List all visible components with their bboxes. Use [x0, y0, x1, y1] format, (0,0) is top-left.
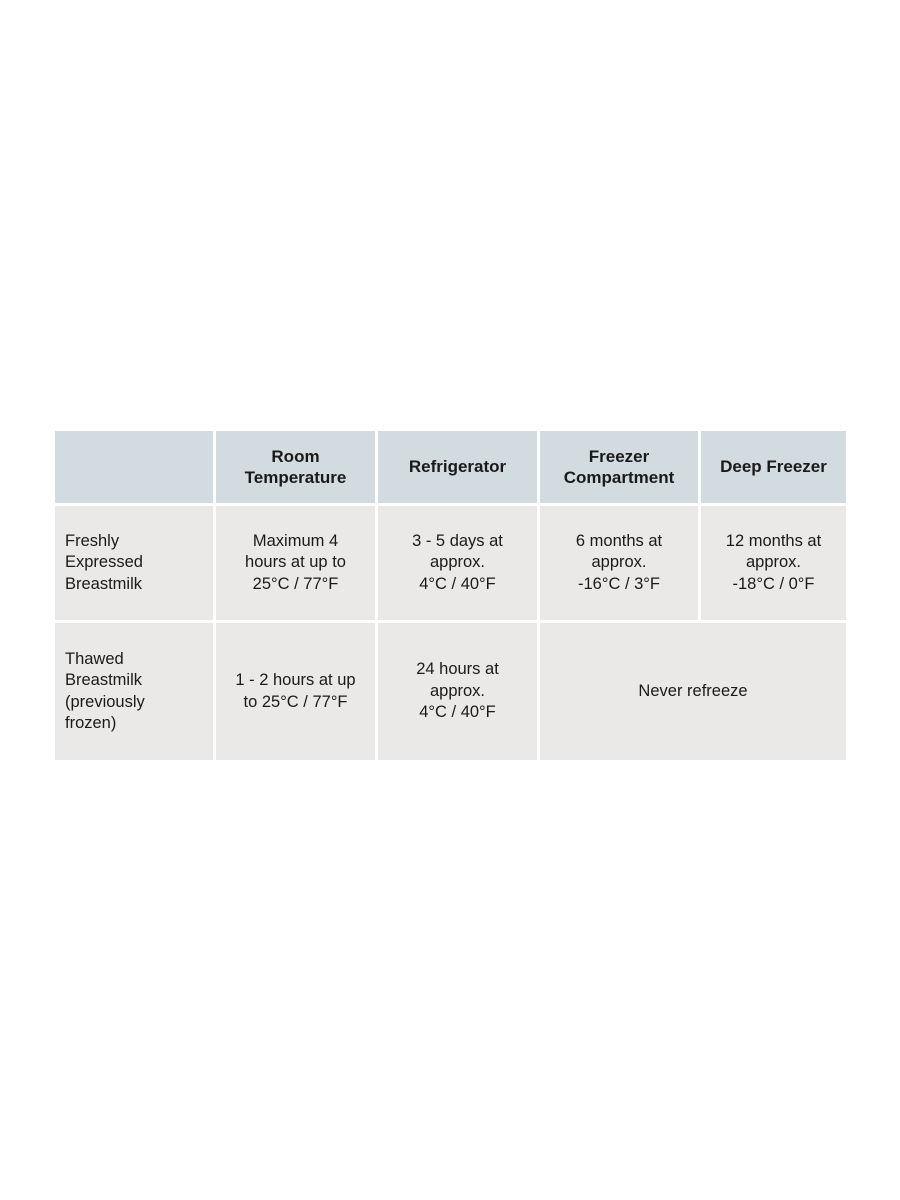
header-empty-corner	[54, 430, 215, 505]
cell-fresh-refrigerator: 3 - 5 days at approx. 4°C / 40°F	[377, 505, 539, 622]
header-refrigerator: Refrigerator	[377, 430, 539, 505]
cell-fresh-room-temperature: Maximum 4 hours at up to 25°C / 77°F	[215, 505, 377, 622]
table-row-thawed	[54, 622, 848, 762]
cell-thawed-freezers-merged: Never refreeze	[539, 622, 848, 762]
breastmilk-storage-table	[52, 428, 849, 763]
row-label-thawed: Thawed Breastmilk (previously frozen)	[54, 622, 215, 762]
header-room-temperature: Room Temperature	[215, 430, 377, 505]
table-header-row	[54, 430, 848, 505]
header-freezer-compartment: Freezer Compartment	[539, 430, 700, 505]
cell-fresh-freezer-compartment: 6 months at approx. -16°C / 3°F	[539, 505, 700, 622]
cell-thawed-room-temperature: 1 - 2 hours at up to 25°C / 77°F	[215, 622, 377, 762]
table-row-freshly-expressed	[54, 505, 848, 622]
cell-thawed-refrigerator: 24 hours at approx. 4°C / 40°F	[377, 622, 539, 762]
row-label-freshly-expressed: Freshly Expressed Breastmilk	[54, 505, 215, 622]
header-deep-freezer: Deep Freezer	[700, 430, 848, 505]
cell-fresh-deep-freezer: 12 months at approx. -18°C / 0°F	[700, 505, 848, 622]
